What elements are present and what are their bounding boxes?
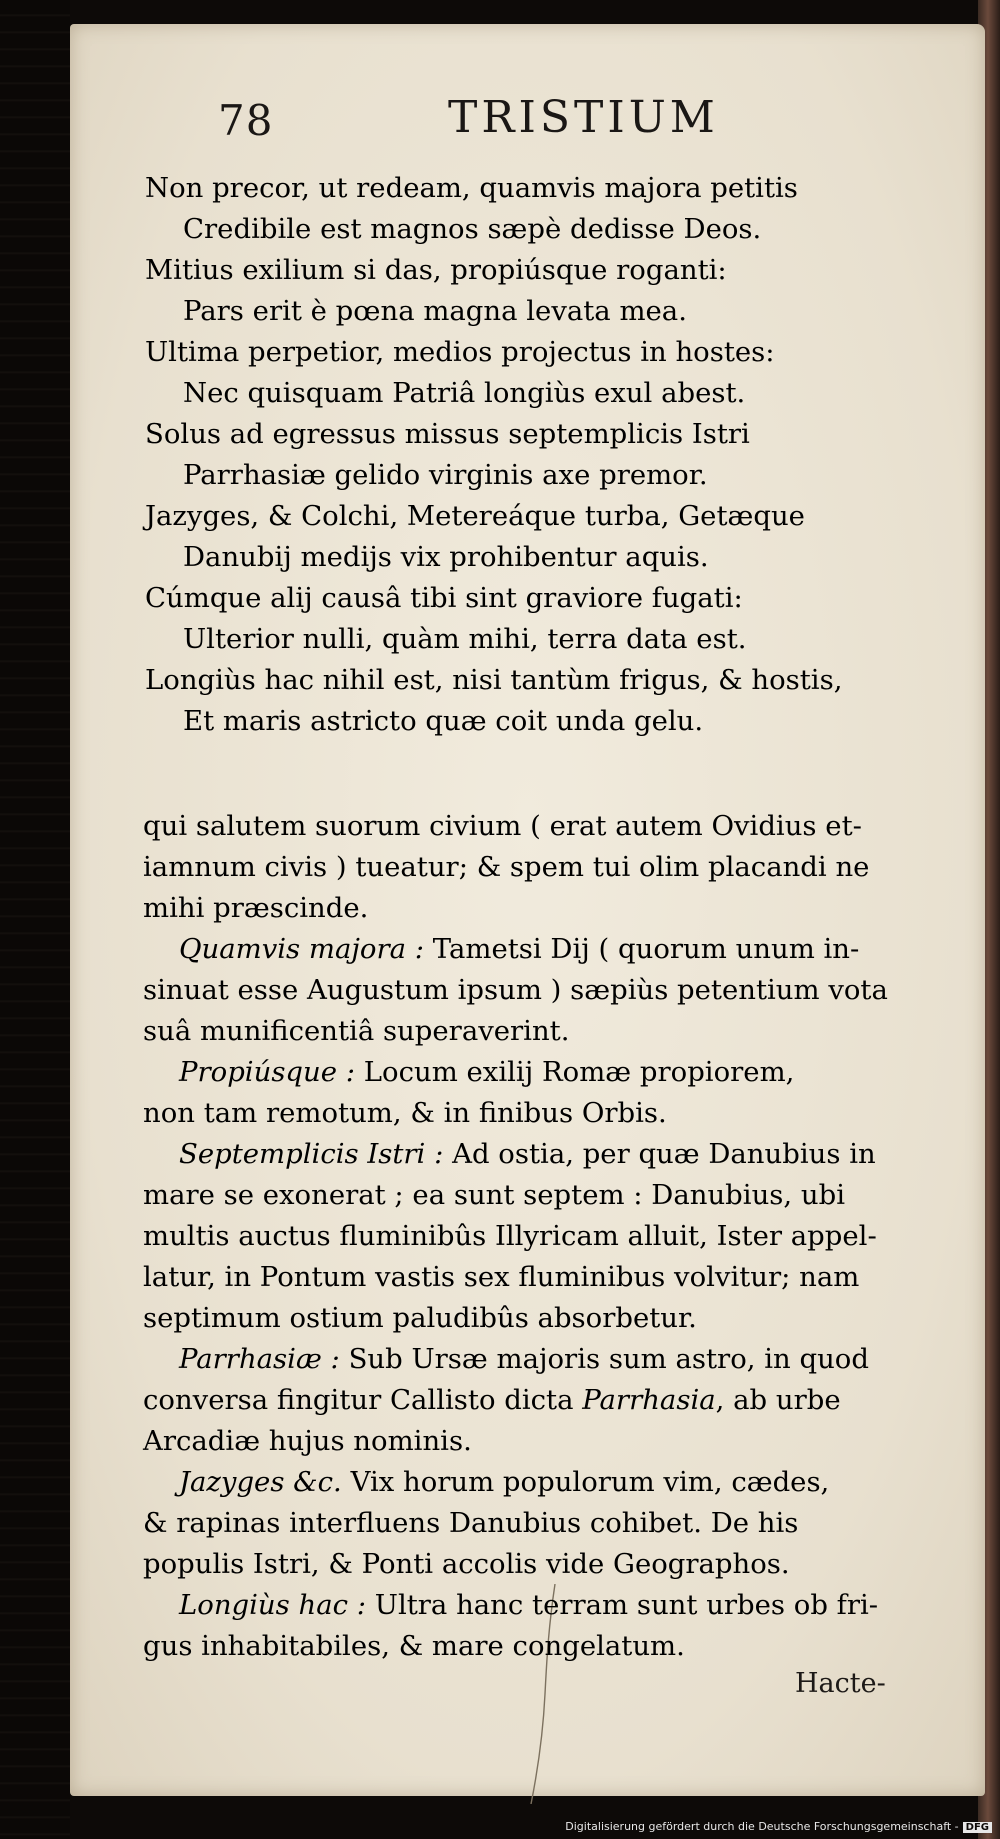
book-edge-left — [0, 0, 70, 1839]
credit-text: Digitalisierung gefördert durch die Deutsche Forschungsgemeinschaft - — [565, 1820, 959, 1833]
commentary-line: latur, in Pontum vastis sex fluminibus volvitur; nam — [143, 1261, 860, 1293]
commentary-line: mare se exonerat ; ea sunt septem : Danubius, ubi — [143, 1179, 845, 1211]
lemma: Septemplicis Istri : — [179, 1138, 444, 1170]
lemma: Propiúsque : — [179, 1056, 356, 1088]
verse-line: Credibile est magnos sæpè dedisse Deos. — [183, 213, 762, 245]
commentary-line: Propiúsque : Locum exilij Romæ propiorem, — [179, 1056, 795, 1088]
commentary-line: suâ munificentiâ superaverint. — [143, 1015, 570, 1047]
verse-line: Ultima perpetior, medios projectus in hostes: — [145, 336, 775, 368]
commentary-block — [143, 806, 923, 1667]
commentary-line: & rapinas interfluens Danubius cohibet. De his — [143, 1507, 799, 1539]
commentary-line: populis Istri, & Ponti accolis vide Geographos. — [143, 1548, 790, 1580]
verse-line: Non precor, ut redeam, quamvis majora petitis — [145, 172, 798, 204]
verse-line: Et maris astricto quæ coit unda gelu. — [183, 705, 704, 737]
page-header — [218, 84, 978, 154]
verse-line: Longiùs hac nihil est, nisi tantùm frigus, & hostis, — [145, 664, 843, 696]
lemma: Quamvis majora : — [179, 933, 425, 965]
lemma: Parrhasiæ : — [179, 1343, 340, 1375]
commentary-line: iamnum civis ) tueatur; & spem tui olim placandi ne — [143, 851, 870, 883]
commentary-line: mihi præscinde. — [143, 892, 369, 924]
verse-line: Jazyges, & Colchi, Metereáque turba, Getæque — [145, 500, 805, 532]
lemma: Parrhasia — [582, 1384, 716, 1416]
verse-line: Parrhasiæ gelido virginis axe premor. — [183, 459, 708, 491]
verse-block — [145, 168, 905, 742]
lemma: Jazyges &c. — [179, 1466, 342, 1498]
lemma: Longiùs hac : — [179, 1589, 367, 1621]
commentary-line: non tam remotum, & in finibus Orbis. — [143, 1097, 667, 1129]
commentary-line: Arcadiæ hujus nominis. — [143, 1425, 472, 1457]
verse-line: Nec quisquam Patriâ longiùs exul abest. — [183, 377, 746, 409]
verse-line: Ulterior nulli, quàm mihi, terra data est. — [183, 623, 747, 655]
commentary-line: Septemplicis Istri : Ad ostia, per quæ Danubius in — [179, 1138, 876, 1170]
dfg-logo-icon: DFG — [963, 1822, 992, 1833]
verse-line: Danubij medijs vix prohibentur aquis. — [183, 541, 709, 573]
commentary-line: Jazyges &c. Vix horum populorum vim, cædes, — [179, 1466, 830, 1498]
verse-line: Cúmque alij causâ tibi sint graviore fugati: — [145, 582, 743, 614]
commentary-line: qui salutem suorum civium ( erat autem Ovidius et- — [143, 810, 862, 842]
page-number: 78 — [218, 96, 274, 145]
digitization-credit — [565, 1820, 992, 1833]
commentary-line: Quamvis majora : Tametsi Dij ( quorum unum in- — [179, 933, 860, 965]
verse-line: Pars erit è pœna magna levata mea. — [183, 295, 687, 327]
commentary-line: conversa fingitur Callisto dicta Parrhasia, ab urbe — [143, 1384, 841, 1416]
commentary-line: septimum ostium paludibûs absorbetur. — [143, 1302, 697, 1334]
commentary-line: multis auctus fluminibûs Illyricam alluit, Ister appel- — [143, 1220, 877, 1252]
commentary-line: sinuat esse Augustum ipsum ) sæpiùs petentium vota — [143, 974, 888, 1006]
commentary-line: Parrhasiæ : Sub Ursæ majoris sum astro, in quod — [179, 1343, 869, 1375]
running-title: TRISTIUM — [448, 92, 719, 143]
commentary-line: gus inhabitabiles, & mare congelatum. — [143, 1630, 685, 1662]
catchword: Hacte- — [795, 1668, 886, 1699]
commentary-line: Longiùs hac : Ultra hanc terram sunt urbes ob fri- — [179, 1589, 879, 1621]
verse-line: Solus ad egressus missus septemplicis Istri — [145, 418, 750, 450]
verse-line: Mitius exilium si das, propiúsque roganti: — [145, 254, 727, 286]
